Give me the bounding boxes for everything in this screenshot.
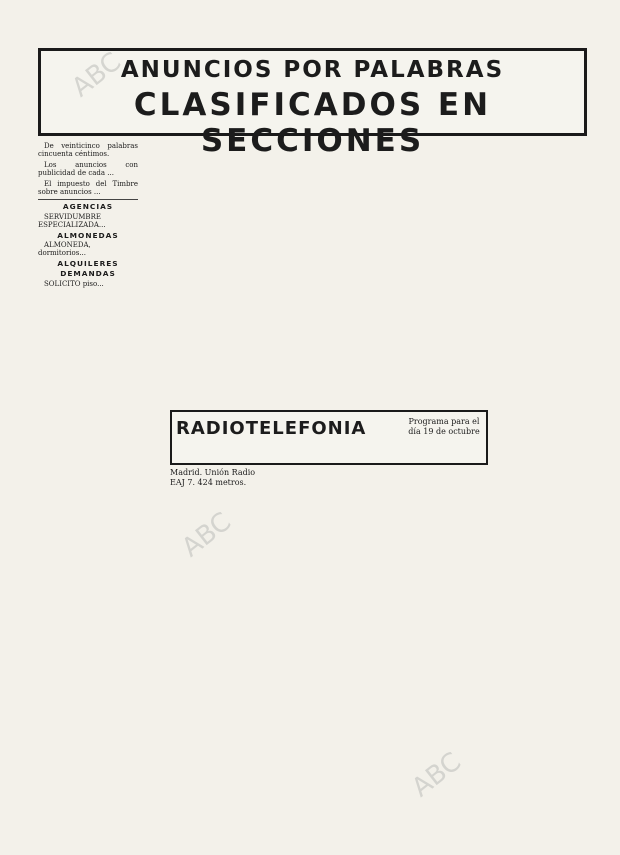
radio-program: Programa para el día 19 de octubre: [408, 417, 480, 436]
newspaper-page: [30, 40, 595, 840]
col1-text-4: SERVIDUMBRE ESPECIALIZADA...: [38, 212, 106, 230]
radio-station-text: Madrid. Unión Radio EAJ 7. 424 metros.: [170, 468, 256, 487]
col1-text-3: El impuesto del Timbre sobre anuncios ...: [38, 179, 138, 197]
column-rule: [38, 199, 138, 200]
section-heading: ALQUILERES: [57, 258, 119, 268]
section-heading: ALMONEDAS: [57, 230, 119, 240]
headline-line-2: CLASIFICADOS EN SECCIONES: [133, 87, 492, 159]
headline-line-1: ANUNCIOS POR PALABRAS: [120, 57, 505, 83]
watermark: ABC: [66, 46, 127, 104]
radio-station: [170, 468, 270, 488]
section-heading: AGENCIAS: [62, 202, 114, 212]
section-heading: DEMANDAS: [60, 269, 116, 279]
radio-box: [170, 410, 488, 465]
col1-text-6: SOLICITO piso...: [44, 279, 104, 288]
col1-text-2: Los anuncios con publicidad de cada ...: [38, 160, 138, 178]
col1-text-1: De veinticinco palabras cincuenta céntimos.: [38, 142, 138, 159]
col1-text-5: ALMONEDA, dormitorios...: [38, 241, 91, 258]
watermark: ABC: [406, 746, 467, 804]
radio-title: RADIOTELEFONIA: [176, 418, 367, 439]
watermark: ABC: [176, 506, 237, 564]
column-1: [38, 142, 138, 832]
